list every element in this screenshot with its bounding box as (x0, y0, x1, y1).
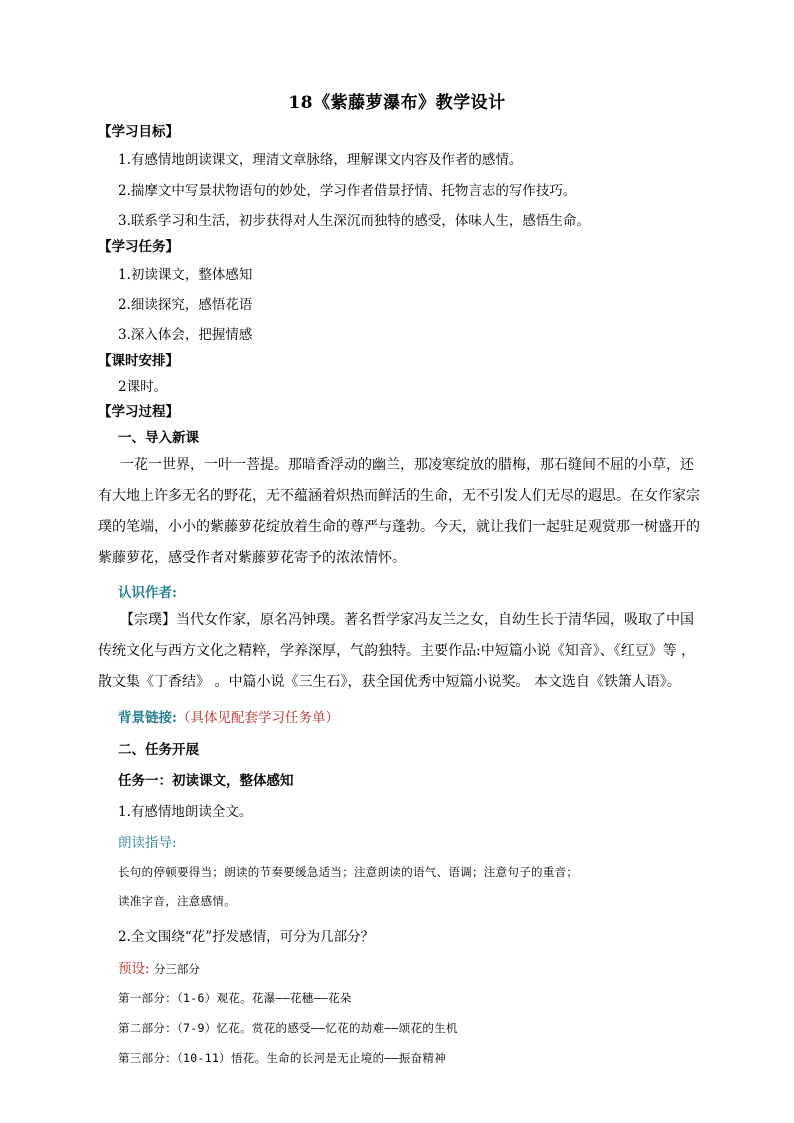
reading-guide-line: 读准字音，注意感情。 (118, 894, 236, 908)
structure-question: 2.全文围绕“花”抒发感情，可分为几部分？ (118, 929, 375, 945)
process-header: 【学习过程】 (98, 404, 179, 420)
goal-item: 2.揣摩文中写景状物语句的妙处，学习作者借景抒情、托物言志的写作技巧。 (118, 183, 577, 199)
author-paragraph: 【宗璞】当代女作家，原名冯钟璞。著名哲学家冯友兰之女，自幼生长于清华园，吸取了中国传统文化与西方文化之精粹，学养深厚，气韵独特。主要作品:中短篇小说《知音》、《红豆》等 ，散文集《丁香结》 。中篇小说《三生石》，获全国优秀中短篇小说奖。 本文选自《铁箫人语》。 (98, 612, 696, 690)
goal-item: 3.联系学习和生活，初步获得对人生深沉而独特的感受，体味人生，感悟生命。 (118, 213, 590, 229)
part-line: 第三部分：（10-11）悟花。生命的长河是无止境的——振奋精神 (118, 1051, 447, 1065)
intro-heading: 一、导入新课 (118, 430, 199, 446)
intro-paragraph: 一花一世界，一叶一菩提。那暗香浮动的幽兰，那凌寒绽放的腊梅，那石缝间不屈的小草，还有大地上许多无名的野花，无不蕴涵着炽热而鲜活的生命，无不引发人们无尽的遐思。在女作家宗璞的笔端，小小的紫藤萝花绽放着生命的尊严与蓬勃。今天，就让我们一起驻足观赏那一树盛开的紫藤萝花，感受作者对紫藤萝花寄予的浓浓情怀。 (98, 457, 700, 566)
reading-guide-line: 长句的停顿要得当；朗读的节奏要缓急适当；注意朗读的语气、语调；注意句子的重音； (118, 865, 579, 879)
task1-heading: 任务一：初读课文，整体感知 (118, 773, 294, 789)
reading-guide-label: 朗读指导: (118, 835, 177, 851)
background-label: 背景链接: (118, 710, 177, 726)
goals-header: 【学习目标】 (98, 124, 179, 140)
task-section-heading: 二、任务开展 (118, 742, 199, 758)
author-label: 认识作者: (118, 585, 177, 601)
part-line: 第一部分：（1-6）观花。花瀑——花穗——花朵 (118, 991, 352, 1005)
tasks-header: 【学习任务】 (98, 239, 179, 255)
task-item: 1.初读课文，整体感知 (118, 267, 253, 283)
part-line: 第二部分：（7-9）忆花。赏花的感受——忆花的劫难——颂花的生机 (118, 1021, 458, 1035)
preset-text: 分三部分 (153, 962, 200, 976)
schedule-header: 【课时安排】 (98, 353, 179, 369)
schedule-text: 2课时。 (118, 379, 168, 395)
preset-line (118, 957, 200, 977)
reading-item: 1.有感情地朗读全文。 (118, 804, 253, 820)
background-link (118, 706, 339, 726)
preset-label: 预设: (118, 961, 150, 977)
goal-item: 1.有感情地朗读课文，理清文章脉络，理解课文内容及作者的感情。 (118, 152, 523, 168)
page-title: 18《紫藤萝瀑布》教学设计 (288, 93, 506, 113)
task-item: 3.深入体会，把握情感 (118, 327, 253, 343)
background-text: （具体见配套学习任务单） (176, 710, 339, 726)
task-item: 2.细读探究，感悟花语 (118, 297, 253, 313)
